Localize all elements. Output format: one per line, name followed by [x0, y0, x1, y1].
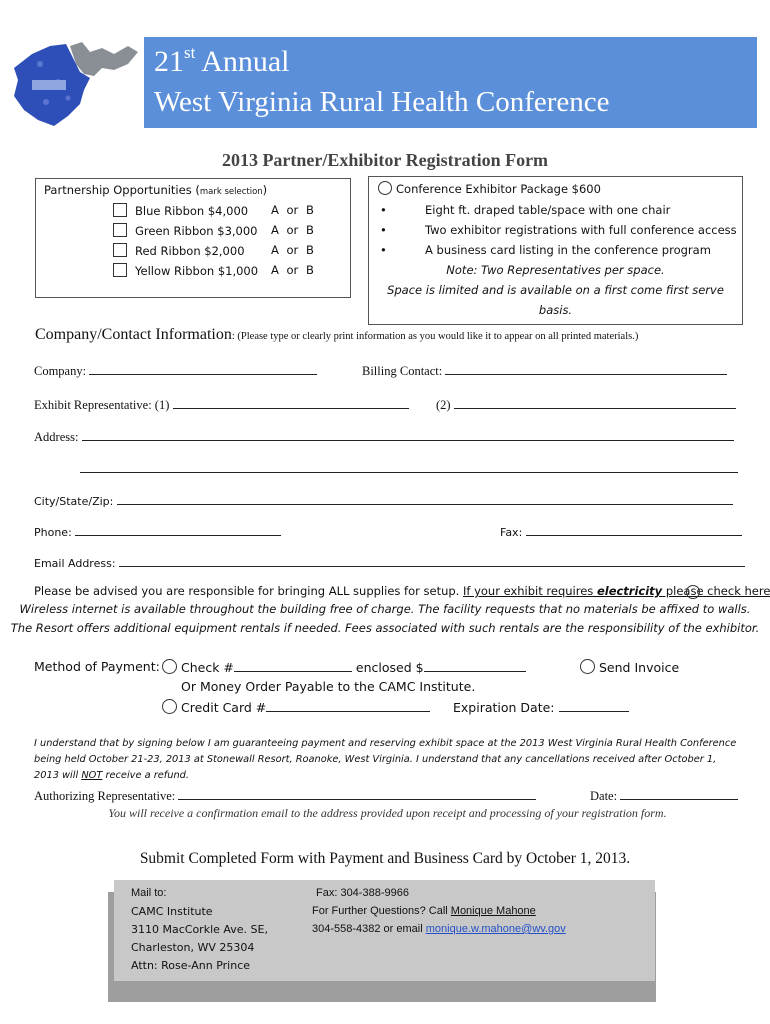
conference-title: West Virginia Rural Health Conference	[154, 86, 610, 118]
exhibitor-package-option[interactable]: Conference Exhibitor Package $600	[378, 181, 601, 196]
yellow-ribbon-option[interactable]: Yellow Ribbon $1,000	[113, 263, 258, 281]
mail-attn: Attn: Rose-Ann Prince	[131, 959, 251, 972]
red-ribbon-option[interactable]: Red Ribbon $2,000	[113, 243, 245, 261]
phone-email-line: 304-558-4382 or email monique.w.mahone@wv.gov	[312, 923, 566, 935]
radio-button[interactable]	[686, 585, 700, 599]
package-item: Two exhibitor registrations with full conference access	[425, 223, 737, 237]
exhibit-rep-2-field[interactable]: (2)	[436, 396, 736, 413]
phone-field[interactable]: Phone:	[34, 523, 281, 539]
send-invoice-option[interactable]: Send Invoice	[580, 659, 679, 675]
exhibit-rep-1-field[interactable]: Exhibit Representative: (1)	[34, 396, 409, 413]
electricity-checkbox[interactable]	[686, 584, 704, 602]
rentals-note: The Resort offers additional equipment rentals if needed. Fees associated with such rentals are the responsibility of the exhibitor.	[10, 621, 760, 635]
questions-contact: For Further Questions? Call Monique Mahone	[312, 905, 536, 917]
representatives-note: Note: Two Representatives per space.	[446, 263, 665, 277]
expiration-date-field[interactable]: Expiration Date:	[453, 699, 629, 715]
package-item: A business card listing in the conference program	[425, 243, 711, 257]
mail-org: CAMC Institute	[131, 905, 213, 918]
authorizing-rep-field[interactable]: Authorizing Representative:	[34, 787, 536, 804]
fax-number: Fax: 304-388-9966	[316, 887, 409, 899]
check-option[interactable]: Check # enclosed $	[162, 659, 526, 675]
mail-street: 3110 MacCorkle Ave. SE,	[131, 923, 268, 936]
fax-field[interactable]: Fax:	[500, 523, 742, 539]
mail-label: Mail to:	[131, 887, 167, 899]
billing-contact-field[interactable]: Billing Contact:	[362, 362, 727, 379]
blue-ribbon-choice[interactable]: A or B	[271, 203, 314, 217]
company-field[interactable]: Company:	[34, 362, 317, 379]
conference-edition: 21st Annual	[154, 43, 290, 78]
bullet-icon: •	[380, 223, 387, 237]
red-ribbon-choice[interactable]: A or B	[271, 243, 314, 257]
payment-method-label: Method of Payment:	[34, 659, 160, 674]
space-note-cont: basis.	[538, 303, 573, 317]
contact-name: Monique Mahone	[450, 905, 536, 917]
email-field[interactable]: Email Address:	[34, 554, 745, 570]
checkbox[interactable]	[113, 263, 127, 277]
green-ribbon-option[interactable]: Green Ribbon $3,000	[113, 223, 258, 241]
confirmation-note: You will receive a confirmation email to the address provided upon receipt and processing of your registration form.	[108, 806, 667, 820]
radio-button[interactable]	[162, 659, 177, 674]
date-field[interactable]: Date:	[590, 787, 738, 804]
mail-city: Charleston, WV 25304	[131, 941, 255, 954]
city-state-zip-field[interactable]: City/State/Zip:	[34, 492, 733, 508]
radio-button[interactable]	[162, 699, 177, 714]
yellow-ribbon-choice[interactable]: A or B	[271, 263, 314, 277]
bullet-icon: •	[380, 203, 387, 217]
address-field[interactable]: Address:	[34, 428, 734, 445]
email-link[interactable]: monique.w.mahone@wv.gov	[425, 923, 566, 935]
money-order-note: Or Money Order Payable to the CAMC Institute.	[181, 679, 476, 694]
bullet-icon: •	[380, 243, 387, 257]
supplies-advisory: Please be advised you are responsible for bringing ALL supplies for setup. If your exhibit requires electricity please check here	[34, 584, 770, 598]
west-virginia-map-logo	[10, 24, 140, 129]
checkbox[interactable]	[113, 243, 127, 257]
radio-button[interactable]	[580, 659, 595, 674]
credit-card-option[interactable]: Credit Card #	[162, 699, 430, 715]
checkbox[interactable]	[113, 223, 127, 237]
blue-ribbon-option[interactable]: Blue Ribbon $4,000	[113, 203, 248, 221]
address-line-2[interactable]	[80, 460, 738, 473]
radio-button[interactable]	[378, 181, 392, 195]
form-heading: 2013 Partner/Exhibitor Registration Form	[221, 150, 549, 170]
partnership-heading: Partnership Opportunities (mark selection)	[44, 183, 268, 197]
package-item: Eight ft. draped table/space with one chair	[425, 203, 671, 217]
wireless-note: Wireless internet is available throughout the building free of charge. The facility requests that no materials be affixed to walls.	[19, 602, 751, 616]
submission-deadline: Submit Completed Form with Payment and Business Card by October 1, 2013.	[139, 850, 631, 867]
green-ribbon-choice[interactable]: A or B	[271, 223, 314, 237]
space-note: Space is limited and is available on a first come first serve	[387, 283, 724, 297]
checkbox[interactable]	[113, 203, 127, 217]
agreement-statement: I understand that by signing below I am guaranteeing payment and reserving exhibit space at the 2013 West Virginia Rural Health Conference being held October 21-23, 2013 at Stonewall Resort, Roanoke, West Virginia. I understand that any cancellations received after October 1, 2013 will NOT receive a refund.	[34, 738, 737, 781]
contact-section-heading: Company/Contact Information: (Please type or clearly print information as you would like it to appear on all printed materials.)	[35, 326, 639, 343]
